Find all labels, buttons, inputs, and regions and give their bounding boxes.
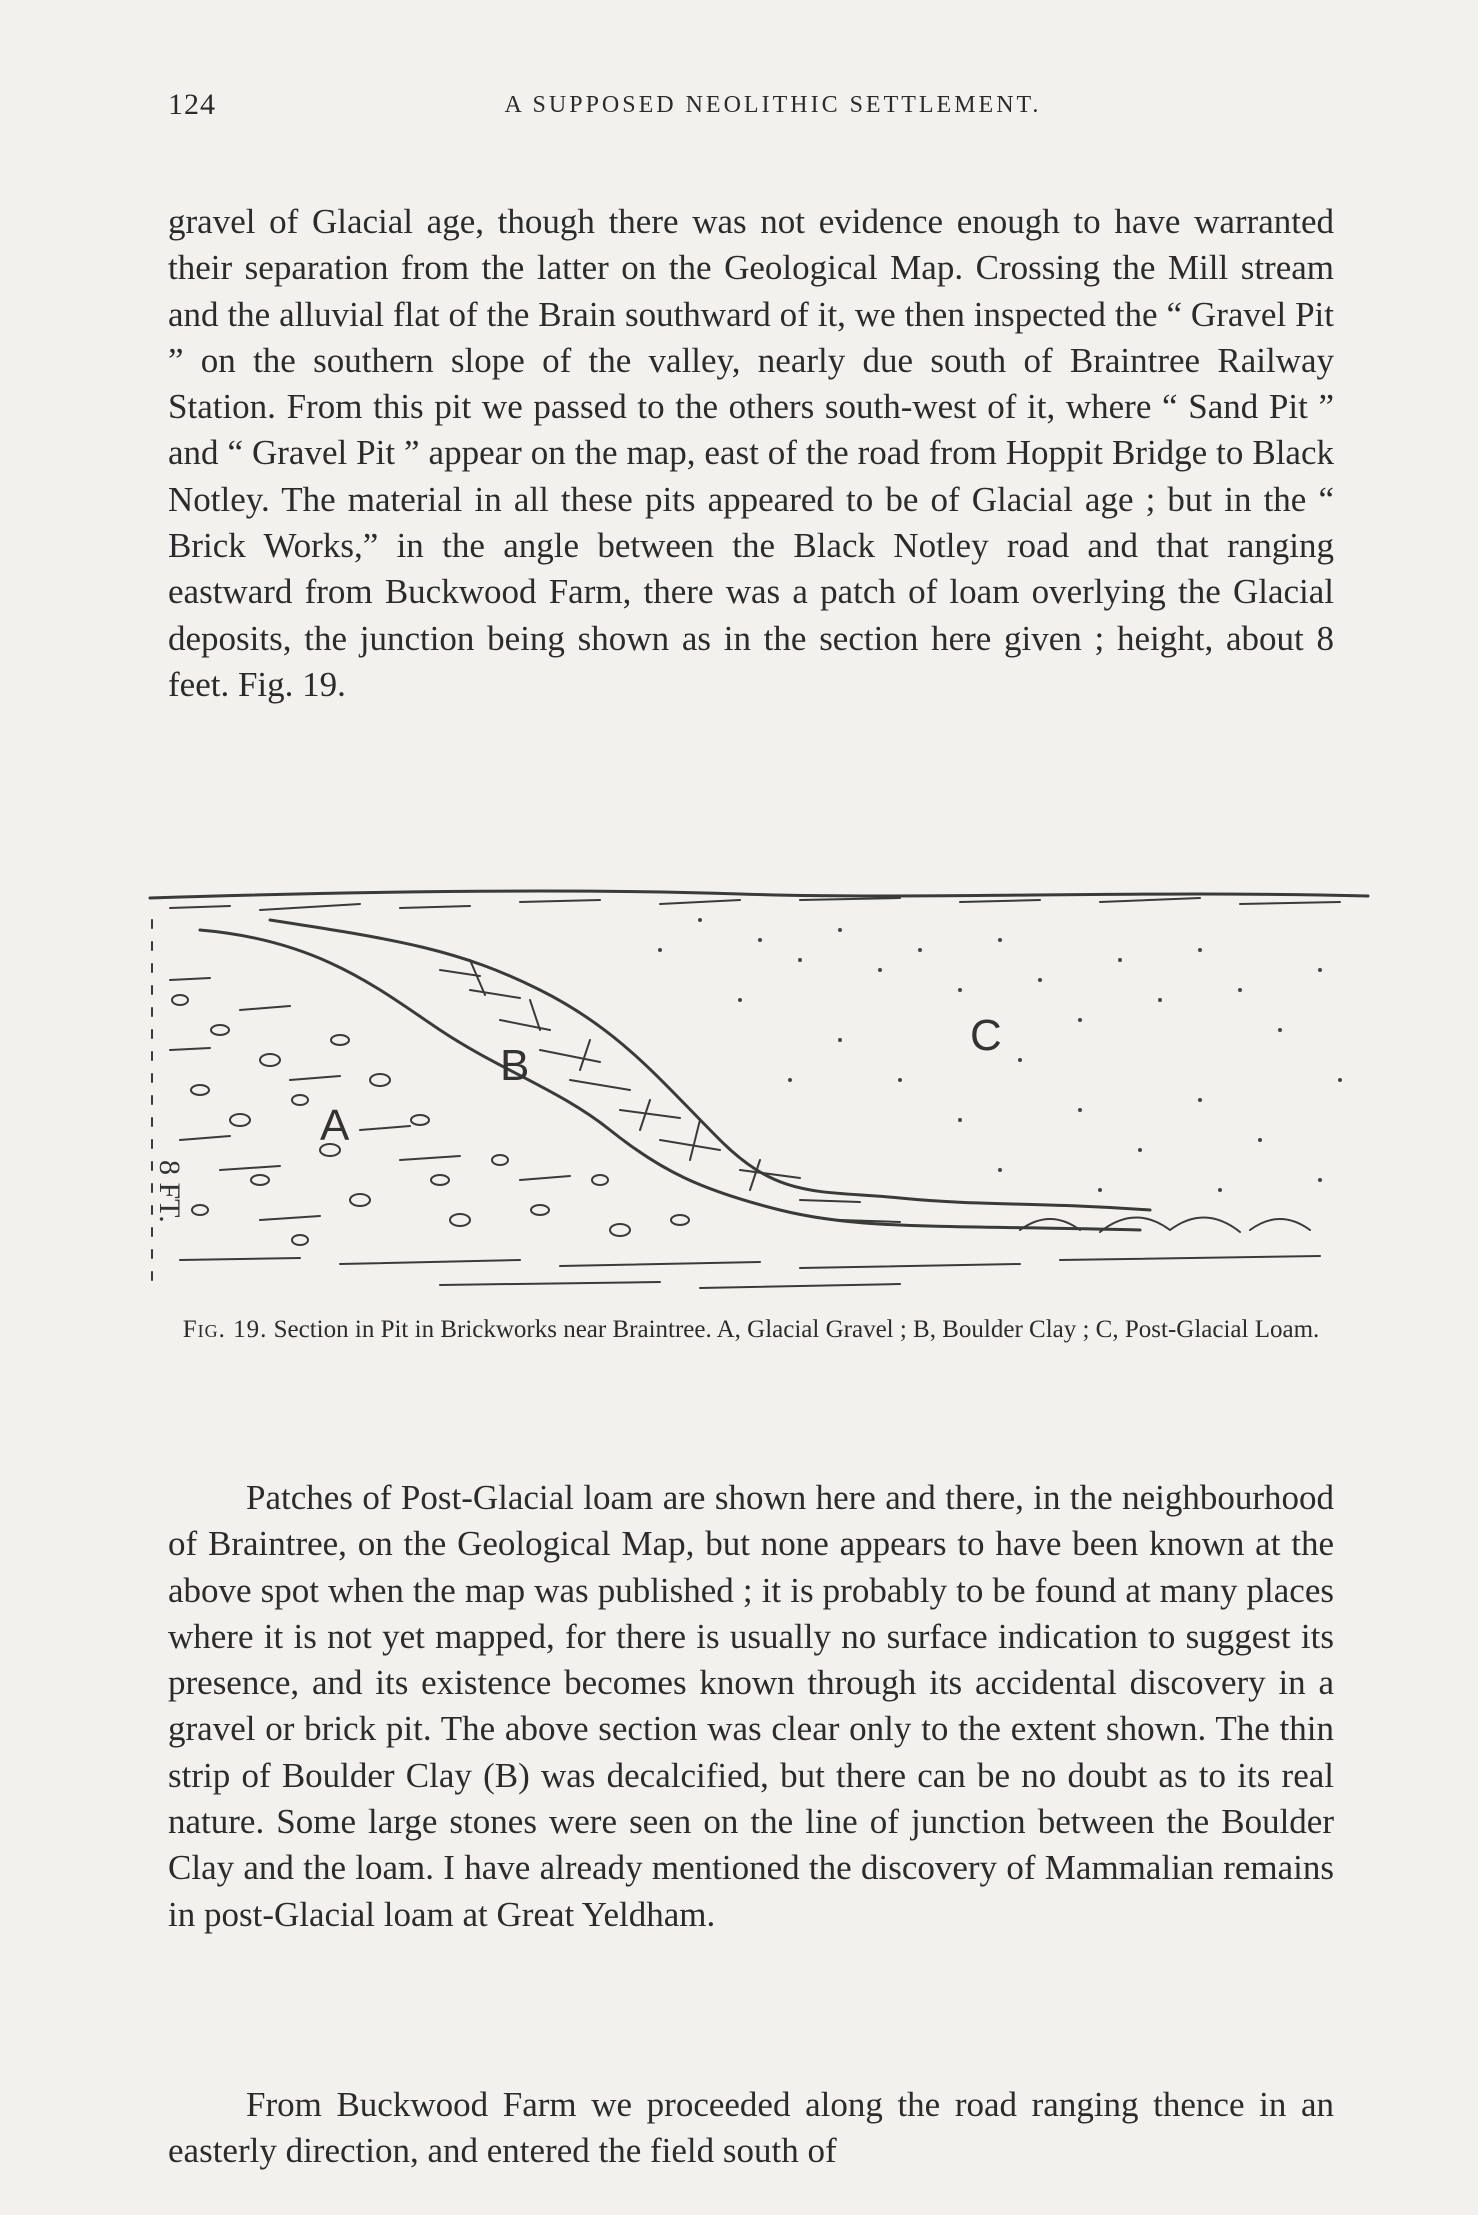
surface-line [150,891,1368,898]
paragraph-3: From Buckwood Farm we proceeded along the road ranging thence in an easterly direction, and entered the field south of [168,2085,1334,2171]
page-header [168,88,1338,128]
label-a: A [320,1101,350,1150]
running-head: A SUPPOSED NEOLITHIC SETTLEMENT. [504,92,1042,118]
paragraph-2: Patches of Post-Glacial loam are shown here and there, in the neighbourhood of Braintree, on the Geological Map, but none appears to have been known at the above spot when the map was published ; it is probably to be found at many places where it is not yet mapped, for there is usually no surface indication to suggest its presence, and its existence becomes known through its accidental discovery in a gravel or brick pit. The above section was clear only to the extent shown. The thin strip of Boulder Clay (B) was decalcified, but there can be no doubt as to its real nature. Some large stones were seen on the line of junction between the Boulder Clay and the loam. I have already mentioned the discovery of Mammalian remains in post-Glacial loam at Great Yeldham. [168,1478,1334,1934]
scale-label: 8 FT. [153,1160,186,1223]
figure-caption [168,1312,1334,1348]
caption-text: Section in Pit in Brickworks near Braintree. A, Glacial Gravel ; B, Boulder Clay ; C, Post-Glacial Loam. [273,1316,1320,1343]
gravel-pebbles [170,978,689,1245]
page-number: 124 [168,88,216,121]
caption-label: Fig. 19. [182,1316,268,1343]
paragraph-1: gravel of Glacial age, though there was not evidence enough to have warranted their separation from the latter on the Geological Map. Crossing the Mill stream and the alluvial flat of the Brain southward of it, we then inspected the “ Gravel Pit ” on the southern slope of the valley, nearly due south of Braintree Railway Station. From this pit we passed to the others south-west of it, where “ Sand Pit ” and “ Gravel Pit ” appear on the map, east of the road from Hoppit Bridge to Black Notley. The material in all these pits appeared to be of Glacial age ; but in the “ Brick Works,” in the angle between the Black Notley road and that ranging eastward from Buckwood Farm, there was a patch of loam overlying the Glacial deposits, the junction being shown as in the section here given ; height, about 8 feet. Fig. 19. [168,202,1334,704]
label-c: C [970,1011,1002,1060]
figure-19-section-drawing [140,880,1378,1310]
geological-section-svg [140,880,1378,1310]
gravel-clay-boundary [200,930,1140,1230]
clay-loam-boundary [270,920,1150,1210]
label-b: B [500,1041,530,1090]
